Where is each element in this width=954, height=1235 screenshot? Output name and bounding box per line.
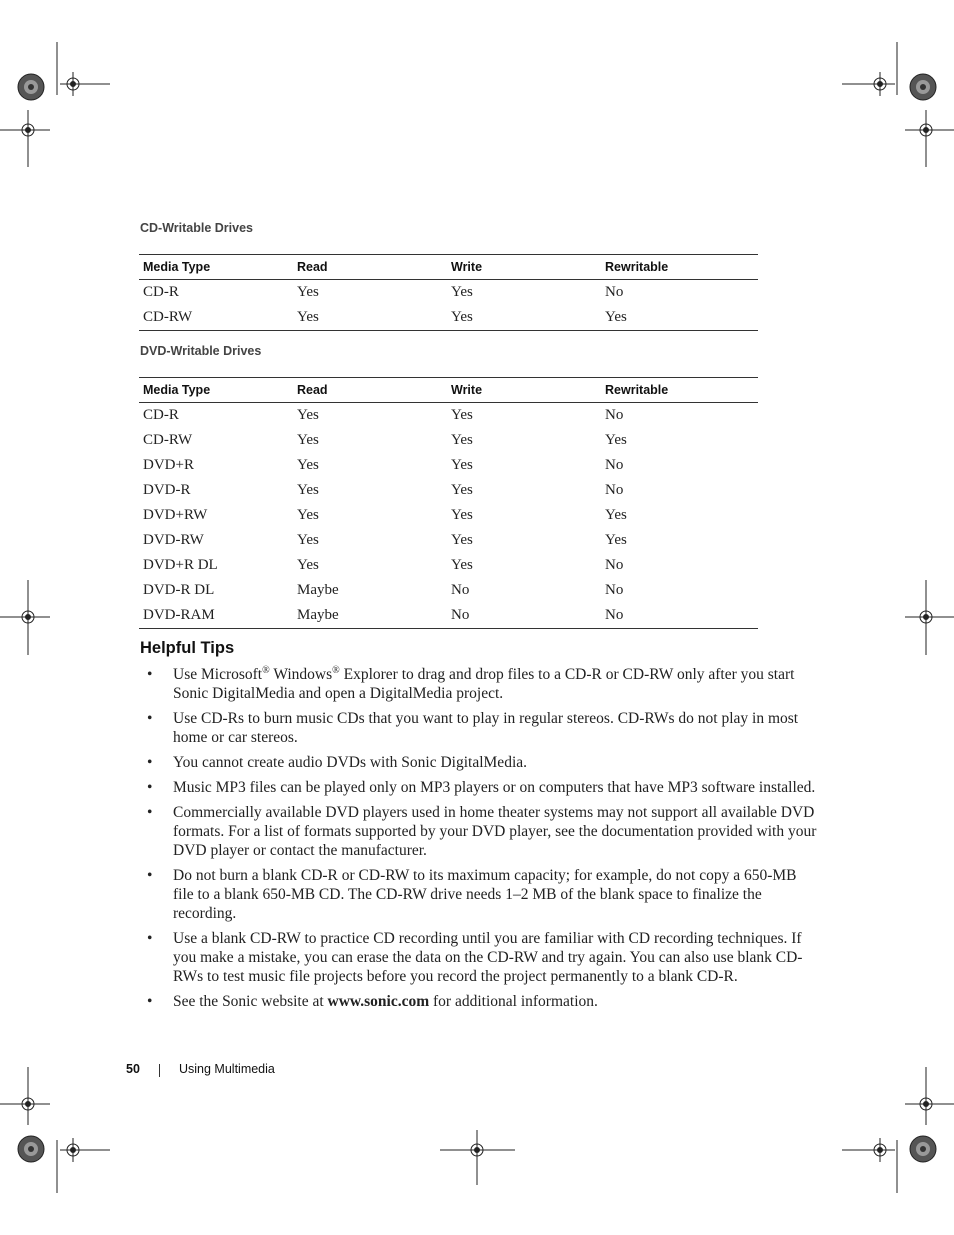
registration-starburst-icon xyxy=(910,1136,936,1162)
table-cell: Yes xyxy=(451,532,473,548)
table-cell: No xyxy=(605,407,624,423)
table-cell: No xyxy=(605,482,624,498)
footer-divider xyxy=(159,1064,160,1077)
table-cell: Yes xyxy=(297,532,319,548)
table-row xyxy=(139,478,758,503)
crosshair-icon xyxy=(465,1138,489,1162)
table-cell: Yes xyxy=(297,457,319,473)
table-row xyxy=(139,528,758,553)
table-cell: Yes xyxy=(297,482,319,498)
table-cell: CD-RW xyxy=(143,432,193,448)
table-cell: Yes xyxy=(601,305,758,331)
crosshair-icon xyxy=(16,118,40,142)
table-cell: Yes xyxy=(297,407,319,423)
section-heading: Helpful Tips xyxy=(140,639,235,657)
table-row xyxy=(139,553,758,578)
table-cell: CD-R xyxy=(143,407,179,423)
table-row xyxy=(139,403,758,429)
table-cell: Yes xyxy=(451,482,473,498)
table-cell: Yes xyxy=(451,557,473,573)
crosshair-icon xyxy=(61,72,85,96)
table-header-row xyxy=(139,378,758,403)
list-item: • Use Microsoft® Windows® Explorer to drag and drop files to a CD-R or CD-RW only after you start Sonic DigitalMedia and open a DigitalMedia project. xyxy=(140,665,820,703)
table-cell: Yes xyxy=(451,507,473,523)
list-item: • See the Sonic website at www.sonic.com for additional information. xyxy=(140,992,820,1011)
table-cell: Yes xyxy=(605,432,627,448)
registration-starburst-icon xyxy=(910,74,936,100)
cd-writable-table xyxy=(139,254,758,331)
table-cell: No xyxy=(601,603,758,629)
list-item: • Use a blank CD-RW to practice CD recording until you are familiar with CD recording techniques. If you make a mistake, you can erase the data on the CD-RW and try again. You can also use blank CD-RWs to test music file projects before you record the project permanently to a blank CD-R. xyxy=(140,929,820,986)
table-cell: No xyxy=(605,582,624,598)
crosshair-icon xyxy=(61,1138,85,1162)
table-cell: Yes xyxy=(451,432,473,448)
list-item: • Commercially available DVD players used in home theater systems may not support all available DVD formats. For a list of formats supported by your DVD player, see the documentation provided with your DVD player or contact the manufacturer. xyxy=(140,803,820,860)
crosshair-icon xyxy=(868,1138,892,1162)
table-cell: Yes xyxy=(451,457,473,473)
registration-starburst-icon xyxy=(18,1136,44,1162)
list-item: • Music MP3 files can be played only on MP3 players or on computers that have MP3 software installed. xyxy=(140,778,820,797)
table-cell: Yes xyxy=(297,557,319,573)
column-header: Write xyxy=(447,255,601,280)
crosshair-icon xyxy=(868,72,892,96)
table-cell: No xyxy=(605,457,624,473)
tips-list xyxy=(140,665,820,1017)
crosshair-icon xyxy=(914,605,938,629)
list-item: • You cannot create audio DVDs with Sonic DigitalMedia. xyxy=(140,753,820,772)
table-cell: DVD-RW xyxy=(143,532,204,548)
column-header: Rewritable xyxy=(601,378,758,403)
column-header: Write xyxy=(447,378,601,403)
table-cell: No xyxy=(451,582,470,598)
table-cell: Maybe xyxy=(297,582,339,598)
table-row xyxy=(139,305,758,331)
table-row xyxy=(139,578,758,603)
dvd-table-caption: DVD-Writable Drives xyxy=(140,344,262,358)
table-cell: Yes xyxy=(605,532,627,548)
table-cell: DVD-R xyxy=(143,482,191,498)
table-row xyxy=(139,603,758,629)
table-cell: DVD-RAM xyxy=(139,603,293,629)
table-cell: DVD+R xyxy=(143,457,194,473)
table-row xyxy=(139,503,758,528)
column-header: Media Type xyxy=(139,255,293,280)
cd-table-caption: CD-Writable Drives xyxy=(140,221,253,235)
column-header: Read xyxy=(293,378,447,403)
table-cell: Yes xyxy=(605,507,627,523)
list-item: • Use CD-Rs to burn music CDs that you want to play in regular stereos. CD-RWs do not play in most home or car stereos. xyxy=(140,709,820,747)
table-cell: No xyxy=(605,284,624,300)
table-row xyxy=(139,428,758,453)
table-cell: Yes xyxy=(297,432,319,448)
table-cell: No xyxy=(605,557,624,573)
table-cell: Yes xyxy=(297,284,319,300)
registration-starburst-icon xyxy=(18,74,44,100)
table-cell: DVD-R DL xyxy=(143,582,215,598)
table-cell: Yes xyxy=(297,507,319,523)
page-number: 50 xyxy=(126,1062,140,1076)
table-cell: Yes xyxy=(451,284,473,300)
table-cell: Yes xyxy=(293,305,447,331)
table-cell: Yes xyxy=(451,407,473,423)
table-cell: DVD+RW xyxy=(143,507,208,523)
table-cell: CD-R xyxy=(143,284,179,300)
crosshair-icon xyxy=(914,118,938,142)
table-cell: Yes xyxy=(447,305,601,331)
sonic-website-link[interactable]: www.sonic.com xyxy=(327,993,430,1010)
column-header: Rewritable xyxy=(601,255,758,280)
list-item: • Do not burn a blank CD-R or CD-RW to its maximum capacity; for example, do not copy a 650-MB file to a blank 650-MB CD. The CD-RW drive needs 1–2 MB of the blank space to finalize the recording. xyxy=(140,866,820,923)
table-row xyxy=(139,453,758,478)
table-cell: Maybe xyxy=(293,603,447,629)
crosshair-icon xyxy=(914,1092,938,1116)
crosshair-icon xyxy=(16,605,40,629)
column-header: Read xyxy=(293,255,447,280)
table-cell: DVD+R DL xyxy=(143,557,218,573)
table-cell: CD-RW xyxy=(139,305,293,331)
dvd-writable-table xyxy=(139,377,758,629)
column-header: Media Type xyxy=(139,378,293,403)
table-row xyxy=(139,280,758,306)
table-cell: No xyxy=(447,603,601,629)
footer-section-title: Using Multimedia xyxy=(179,1062,275,1076)
table-header-row xyxy=(139,255,758,280)
crosshair-icon xyxy=(16,1092,40,1116)
